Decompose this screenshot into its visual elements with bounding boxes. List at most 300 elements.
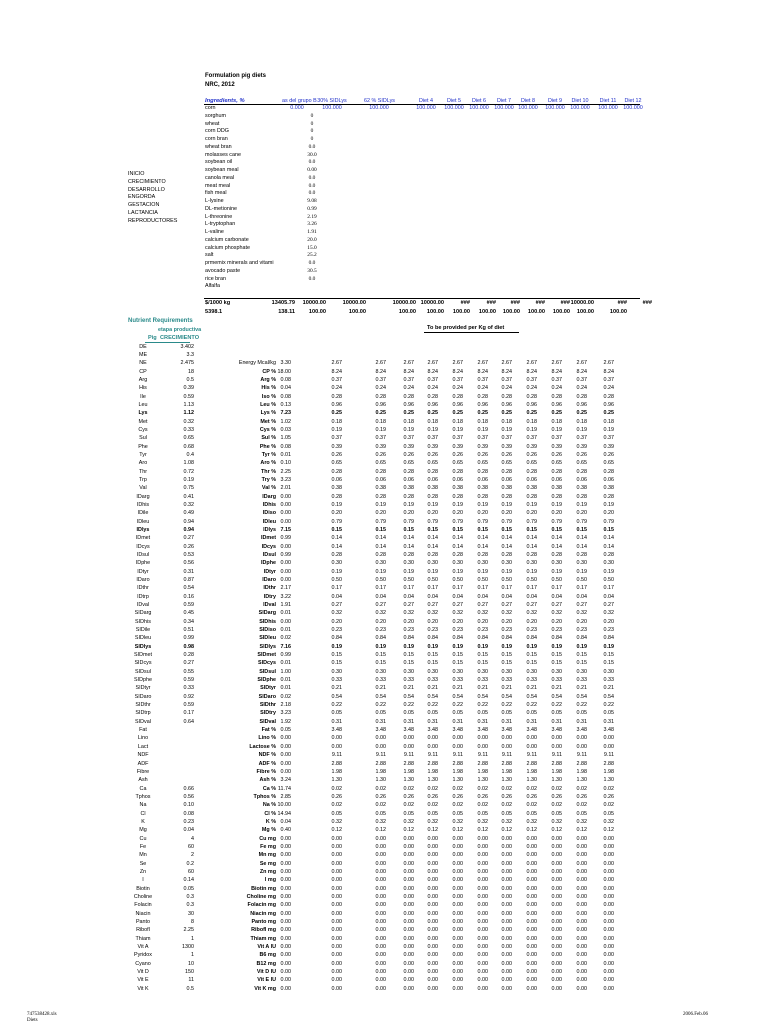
first-row-value: 100.000: [518, 105, 538, 111]
requirement-value: 0.72: [183, 468, 194, 475]
totals-label: $/1000 kg: [205, 300, 231, 306]
nutrient-row: [0, 876, 768, 884]
nutrient-value: 0.02: [551, 785, 562, 792]
nutrient-row: [0, 701, 768, 709]
nutrient-label: Vit K mg: [254, 985, 276, 992]
nutrient-value: 0.00: [526, 835, 537, 842]
nutrient-value: 0.30: [477, 560, 488, 567]
diet-column-header: Diet 11: [599, 98, 617, 104]
ingredient-value: 3.26: [307, 221, 317, 228]
nutrient-value: 0.00: [427, 835, 438, 842]
nutrient-value: 0.00: [501, 902, 512, 909]
nutrient-value: 0.20: [427, 618, 438, 625]
nutrient-value: 0.20: [403, 510, 414, 517]
requirement-value: 0.65: [183, 435, 194, 442]
requirement-value: 0.49: [183, 510, 194, 517]
nutrient-value: 0.25: [331, 410, 342, 417]
nutrient-value: 0.15: [427, 526, 438, 533]
nutrient-value: 0.50: [403, 577, 414, 584]
nutrient-value: 0.25: [576, 410, 587, 417]
nutrient-row: [0, 893, 768, 901]
requirement-name: Tphos: [135, 793, 151, 800]
nutrient-value: 0.06: [603, 476, 614, 483]
nutrient-value: 0.14: [551, 535, 562, 542]
footer-date: 2006.Feb.06: [683, 1012, 708, 1017]
nutrient-value: 0.30: [427, 560, 438, 567]
nutrient-row: [0, 910, 768, 918]
nutrient-value: 0.00: [551, 835, 562, 842]
nutrient-value: 2.85: [280, 793, 291, 800]
nutrient-value: 0.00: [551, 910, 562, 917]
nutrient-value: 0.26: [452, 793, 463, 800]
nutrient-value: 0.84: [375, 635, 386, 642]
nutrient-value: 0.00: [576, 935, 587, 942]
nutrient-label: IDtry: [263, 593, 276, 600]
nutrient-value: 0.00: [526, 918, 537, 925]
nutrient-value: 0.32: [331, 610, 342, 617]
nutrient-value: 0.02: [403, 802, 414, 809]
nutrient-value: 0.28: [452, 493, 463, 500]
nutrient-value: 0.00: [551, 843, 562, 850]
nutrient-value: 0.39: [375, 443, 386, 450]
nutrient-value: 0.25: [427, 410, 438, 417]
nutrient-value: 0.28: [452, 552, 463, 558]
nutrient-label: Folacin mg: [247, 902, 276, 909]
nutrient-value: 0.00: [403, 743, 414, 750]
stage-item: ENGORDA: [128, 194, 156, 201]
nutrient-value: 0.18: [452, 418, 463, 425]
nutrient-value: 0.38: [452, 485, 463, 492]
nutrient-label: SIDlys: [259, 643, 276, 650]
requirement-name: I: [142, 877, 144, 884]
nutrient-value: 0.19: [427, 426, 438, 433]
nutrient-value: 2.18: [280, 702, 291, 709]
nutrient-value: 0.23: [375, 627, 386, 634]
nutrient-value: 0.00: [477, 868, 488, 875]
nutrient-value: 0.04: [280, 385, 291, 392]
ingredient-name: canola meal: [205, 174, 235, 181]
nutrient-value: 0.84: [603, 635, 614, 642]
nutrient-value: 0.15: [375, 652, 386, 659]
nutrient-value: 0.22: [331, 702, 342, 709]
nutrient-value: 0.18: [477, 418, 488, 425]
nutrient-label: IDhis: [262, 501, 276, 508]
nutrient-value: 0.54: [551, 693, 562, 700]
nutrient-value: 0.00: [603, 735, 614, 742]
nutrient-value: 0.27: [526, 602, 537, 609]
nutrient-label: Biotin mg: [251, 885, 276, 892]
nutrient-value: 0.00: [576, 910, 587, 917]
nutrient-value: 0.21: [452, 685, 463, 692]
nutrient-value: 0.17: [576, 585, 587, 592]
totals-value: 100.00: [348, 308, 366, 315]
nutrient-value: 0.24: [551, 385, 562, 392]
nutrient-value: 0.14: [477, 543, 488, 550]
requirement-name: IDtyr: [137, 568, 149, 575]
nutrient-label: Vit D IU: [256, 969, 276, 975]
requirement-name: IDmet: [135, 535, 151, 542]
nutrient-value: 0.32: [375, 818, 386, 825]
nutrient-value: 0.22: [526, 702, 537, 709]
requirement-name: Met: [138, 418, 148, 425]
nutrient-value: 0.00: [551, 868, 562, 875]
totals-value: 100.00: [552, 308, 570, 315]
nutrient-value: 0.23: [427, 627, 438, 634]
nutrient-value: 0.00: [331, 969, 342, 975]
nutrient-value: 0.37: [576, 376, 587, 383]
nutrient-row: [0, 659, 768, 667]
ingredient-name: prmemix minerals and vitami: [205, 260, 274, 266]
nutrient-value: 0.38: [403, 485, 414, 492]
nutrient-value: 0.00: [526, 927, 537, 934]
nutrient-value: 0.00: [375, 918, 386, 925]
nutrient-value: 0.26: [603, 793, 614, 800]
nutrient-value: 0.26: [576, 451, 587, 458]
nutrient-value: 0.39: [526, 443, 537, 450]
nutrient-value: 0.00: [603, 960, 614, 967]
nutrient-value: 0.40: [280, 827, 291, 834]
nutrient-value: 0.00: [526, 935, 537, 942]
nutrient-value: 0.17: [427, 585, 438, 592]
nutrient-value: 0.00: [576, 843, 587, 850]
nutrient-value: 0.39: [477, 443, 488, 450]
nutrient-value: 0.20: [526, 510, 537, 517]
nutrient-value: 0.37: [526, 435, 537, 442]
nutrient-label: Leu %: [260, 401, 276, 408]
nutrient-value: 0.00: [501, 977, 512, 984]
nutrient-value: 0.23: [452, 627, 463, 634]
nutrient-value: 0.28: [501, 493, 512, 500]
requirement-value: 0.28: [183, 652, 194, 659]
nutrient-label: Try %: [261, 476, 276, 483]
nutrient-value: 0.21: [403, 685, 414, 692]
nutrient-value: 0.25: [526, 410, 537, 417]
nutrient-row: [0, 935, 768, 943]
nutrient-value: 0.54: [603, 693, 614, 700]
nutrient-value: 0.03: [280, 426, 291, 433]
nutrient-value: 2.88: [452, 760, 463, 767]
nutrient-value: 0.84: [576, 635, 587, 642]
nutrient-value: 0.28: [551, 552, 562, 558]
nutrient-value: 2.01: [280, 485, 291, 492]
requirement-value: 1.08: [183, 460, 194, 467]
nutrient-value: 0.00: [280, 952, 291, 959]
nutrient-value: 0.05: [403, 810, 414, 817]
nutrient-value: 0.27: [576, 602, 587, 609]
nutrient-label: Energy Mcal/kg: [238, 360, 276, 367]
nutrient-value: 0.00: [375, 885, 386, 892]
nutrient-value: 0.00: [526, 885, 537, 892]
nutrient-value: 0.50: [427, 577, 438, 584]
nutrient-value: 0.00: [331, 852, 342, 859]
nutrient-value: 0.00: [375, 743, 386, 750]
requirement-value: 0.14: [183, 877, 194, 884]
nutrient-value: 0.04: [551, 593, 562, 600]
nutrient-value: 0.00: [526, 735, 537, 742]
requirement-value: 0.39: [183, 385, 194, 392]
nutrient-value: 0.37: [403, 376, 414, 383]
nutrient-value: 0.19: [501, 501, 512, 508]
requirement-value: 0.26: [183, 543, 194, 550]
nutrient-value: 0.06: [477, 476, 488, 483]
nutrient-value: 1.98: [526, 768, 537, 775]
nutrient-value: 3.48: [331, 727, 342, 734]
nutrient-value: 0.00: [526, 969, 537, 975]
nutrient-value: 0.26: [603, 451, 614, 458]
nutrient-value: 0.31: [427, 718, 438, 725]
nutrient-value: 0.18: [501, 418, 512, 425]
nutrient-requirements-title: Nutrient Requirements: [128, 318, 193, 324]
nutrient-label: Cys %: [259, 426, 276, 433]
totals-value: 100.00: [478, 308, 496, 315]
nutrient-value: 0.00: [452, 977, 463, 984]
ingredient-value: 25.2: [307, 252, 317, 259]
nutrient-value: 0.14: [603, 535, 614, 542]
requirement-name: SIDlys: [134, 643, 152, 650]
nutrient-value: 0.05: [280, 727, 291, 734]
nutrient-value: 0.00: [280, 743, 291, 750]
nutrient-value: 0.12: [452, 827, 463, 834]
nutrient-value: 0.00: [403, 927, 414, 934]
nutrient-value: 1.30: [501, 777, 512, 784]
nutrient-value: 0.65: [452, 460, 463, 467]
nutrient-label: IDleu: [262, 518, 276, 525]
nutrient-value: 0.32: [576, 610, 587, 617]
nutrient-value: 0.26: [551, 793, 562, 800]
nutrient-value: 0.00: [477, 860, 488, 867]
nutrient-label: Vit E IU: [257, 977, 276, 984]
requirement-value: 0.33: [183, 426, 194, 433]
ingredient-values: [292, 105, 332, 291]
nutrient-value: 0.00: [576, 868, 587, 875]
nutrient-row: [0, 509, 768, 517]
diet-column-header: Diet 4: [418, 98, 434, 104]
nutrient-value: 0.02: [452, 785, 463, 792]
ingredient-name: calcium phosphate: [205, 244, 250, 251]
ingredient-name: corn DDG: [205, 128, 229, 135]
requirement-name: Aro: [138, 460, 148, 467]
stage-item: REPRODUCTORES: [128, 217, 178, 224]
nutrient-value: 0.12: [427, 827, 438, 834]
requirement-name: Se: [139, 860, 147, 867]
nutrient-value: 0.37: [452, 376, 463, 383]
nutrient-value: 0.00: [477, 902, 488, 909]
nutrient-value: 0.24: [452, 385, 463, 392]
nutrient-value: 0.14: [526, 543, 537, 550]
nutrient-value: 0.30: [551, 668, 562, 675]
nutrient-value: 0.04: [427, 593, 438, 600]
nutrient-value: 0.00: [526, 868, 537, 875]
nutrient-value: 0.18: [331, 418, 342, 425]
nutrient-value: 0.14: [576, 535, 587, 542]
nutrient-value: 0.37: [603, 435, 614, 442]
nutrient-value: 0.00: [576, 835, 587, 842]
nutrient-value: 0.00: [280, 985, 291, 992]
nutrient-value: 0.00: [403, 952, 414, 959]
nutrient-value: 0.26: [375, 451, 386, 458]
nutrient-value: 0.00: [501, 852, 512, 859]
nutrient-value: 0.00: [603, 835, 614, 842]
nutrient-value: 0.00: [452, 893, 463, 900]
nutrient-value: 0.02: [427, 785, 438, 792]
nutrient-label: IDphe: [261, 560, 276, 567]
nutrient-value: 0.19: [501, 568, 512, 575]
nutrient-value: 0.17: [403, 585, 414, 592]
nutrient-value: 0.00: [603, 935, 614, 942]
nutrient-value: 0.32: [576, 818, 587, 825]
requirement-name: Mn: [139, 852, 147, 859]
nutrient-value: 0.33: [551, 677, 562, 684]
nutrient-value: 0.00: [551, 927, 562, 934]
nutrient-row: [0, 409, 768, 417]
ingredient-value: 2.19: [307, 213, 317, 220]
requirement-name: IDile: [137, 510, 149, 517]
nutrient-value: 0.20: [375, 510, 386, 517]
nutrient-value: 0.27: [427, 602, 438, 609]
nutrient-value: 0.04: [477, 593, 488, 600]
nutrient-value: 0.19: [603, 501, 614, 508]
nutrient-label: Na %: [262, 802, 276, 809]
requirement-value: 10: [188, 960, 194, 967]
nutrient-value: 0.84: [477, 635, 488, 642]
nutrient-value: 0.96: [576, 401, 587, 408]
nutrient-value: 0.00: [280, 977, 291, 984]
ingredient-name: rice bran: [205, 275, 226, 282]
ingredient-value: 30.0: [307, 151, 317, 158]
nutrient-value: 0.01: [280, 451, 291, 458]
nutrient-value: 0.79: [477, 518, 488, 525]
nutrient-value: 0.23: [526, 627, 537, 634]
requirement-value: 0.5: [186, 985, 194, 992]
nutrient-value: 0.00: [477, 969, 488, 975]
nutrient-value: 1.98: [427, 768, 438, 775]
nutrient-value: 0.15: [375, 660, 386, 667]
nutrient-value: 0.19: [427, 643, 438, 650]
nutrient-value: 0.12: [603, 827, 614, 834]
nutrient-value: 0.15: [501, 652, 512, 659]
nutrient-value: 0.00: [501, 893, 512, 900]
nutrient-value: 0.37: [331, 435, 342, 442]
nutrient-value: 0.37: [452, 435, 463, 442]
nutrient-value: 0.19: [551, 426, 562, 433]
requirement-value: 4: [191, 835, 194, 842]
nutrient-value: 0.14: [501, 543, 512, 550]
first-row-value: 100.000: [598, 105, 618, 111]
nutrient-value: 0.00: [427, 885, 438, 892]
nutrient-value: 1.30: [427, 777, 438, 784]
nutrient-value: 0.28: [477, 468, 488, 475]
nutrient-value: 0.50: [477, 577, 488, 584]
requirement-value: 3.3: [186, 351, 194, 358]
document-subtitle: NRC, 2012: [205, 82, 235, 88]
nutrient-value: 0.05: [403, 710, 414, 717]
nutrient-row: [0, 626, 768, 634]
first-row-value: 100.000: [623, 105, 643, 111]
nutrient-value: 0.31: [551, 718, 562, 725]
nutrient-value: 0.05: [551, 810, 562, 817]
nutrient-label: SIDleu: [259, 635, 276, 642]
nutrient-value: 0.65: [331, 460, 342, 467]
nutrient-value: 0.00: [427, 969, 438, 975]
nutrient-value: 0.00: [551, 877, 562, 884]
nutrient-value: 0.00: [576, 952, 587, 959]
nutrient-row: [0, 618, 768, 626]
diet-column-header: Diet 5: [446, 98, 462, 104]
nutrient-value: 0.00: [603, 877, 614, 884]
nutrient-value: 0.00: [280, 885, 291, 892]
requirement-name: His: [139, 385, 147, 392]
nutrient-value: 0.27: [331, 602, 342, 609]
nutrient-value: 3.48: [477, 727, 488, 734]
nutrient-value: 0.00: [280, 577, 291, 584]
first-row-value: 100.000: [369, 105, 389, 111]
totals-label: 5398.1: [205, 308, 223, 315]
nutrient-value: 0.32: [501, 818, 512, 825]
nutrient-value: 0.00: [427, 952, 438, 959]
requirement-name: IDaro: [136, 577, 150, 584]
nutrient-value: 0.00: [280, 768, 291, 775]
nutrient-value: 0.15: [603, 660, 614, 667]
nutrient-value: 0.15: [403, 526, 414, 533]
nutrient-value: 0.01: [280, 677, 291, 684]
nutrient-value: 0.00: [403, 885, 414, 892]
nutrient-value: 2.88: [576, 760, 587, 767]
nutrient-value: 0.02: [576, 785, 587, 792]
nutrient-value: 0.24: [603, 385, 614, 392]
ingredient-value: 0.0: [308, 190, 316, 197]
nutrient-row: [0, 818, 768, 826]
nutrient-value: 0.15: [526, 526, 537, 533]
nutrient-value: 0.28: [331, 393, 342, 400]
nutrient-label: Choline mg: [246, 893, 276, 900]
stage-item: DESARROLLO: [128, 186, 165, 193]
nutrient-value: 0.00: [551, 985, 562, 992]
nutrient-value: 8.24: [477, 368, 488, 375]
totals-value: 10000.00: [570, 300, 594, 306]
requirement-value: 0.2: [186, 860, 194, 867]
nutrient-value: 3.48: [526, 727, 537, 734]
nutrient-value: 0.32: [477, 818, 488, 825]
stage-item: LACTANCIA: [128, 209, 158, 216]
nutrient-value: 0.30: [403, 668, 414, 675]
nutrient-value: 0.20: [603, 618, 614, 625]
nutrient-value: 2.67: [375, 360, 386, 367]
nutrient-value: 1.98: [452, 768, 463, 775]
nutrient-value: 0.26: [477, 793, 488, 800]
nutrient-value: 0.14: [551, 543, 562, 550]
nutrient-value: 9.11: [603, 752, 614, 759]
requirement-value: 0.59: [183, 702, 194, 709]
nutrient-value: 0.20: [526, 618, 537, 625]
nutrient-value: 0.14: [375, 543, 386, 550]
ingredient-value: 0.0: [308, 159, 316, 166]
nutrient-value: 0.05: [375, 810, 386, 817]
nutrient-label: IDval: [263, 602, 276, 609]
requirement-name: IDarg: [136, 493, 150, 500]
nutrient-value: 0.00: [280, 568, 291, 575]
nutrient-value: 0.38: [477, 485, 488, 492]
nutrient-value: 0.00: [452, 943, 463, 950]
nutrient-value: 0.00: [280, 493, 291, 500]
ingredient-name: corn bran: [205, 136, 228, 142]
nutrient-value: 0.20: [331, 510, 342, 517]
nutrient-value: 0.02: [501, 785, 512, 792]
nutrient-value: 0.00: [280, 935, 291, 942]
nutrient-row: [0, 651, 768, 659]
nutrient-value: 0.26: [501, 793, 512, 800]
nutrient-value: 0.15: [375, 526, 386, 533]
totals-value: 100.00: [398, 308, 416, 315]
